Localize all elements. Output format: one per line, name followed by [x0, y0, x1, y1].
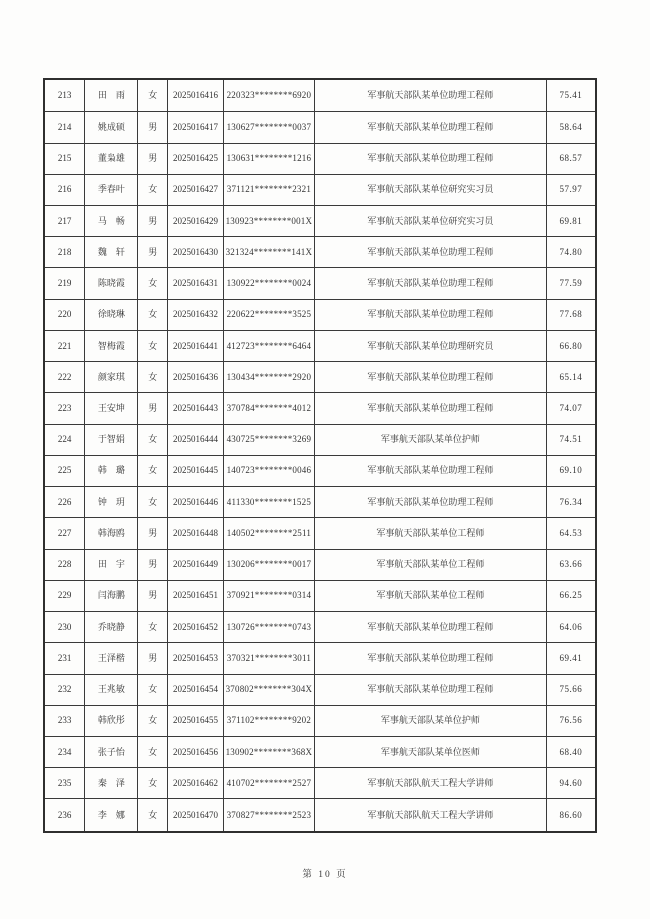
table-cell-position: 军事航天部队航天工程大学讲师 — [314, 799, 546, 832]
table-cell-name: 钟 玥 — [85, 487, 138, 518]
table-cell-registration_no: 2025016453 — [168, 643, 224, 674]
table-cell-seq: 216 — [44, 174, 85, 205]
table-cell-id_number: 130434********2920 — [223, 362, 314, 393]
table-cell-name: 陈晓霞 — [85, 268, 138, 299]
table-cell-position: 军事航天部队某单位助理工程师 — [314, 268, 546, 299]
table-cell-seq: 221 — [44, 330, 85, 361]
table-row — [44, 237, 596, 268]
table-cell-name: 颜家琪 — [85, 362, 138, 393]
table-cell-seq: 228 — [44, 549, 85, 580]
table-cell-position: 军事航天部队某单位助理工程师 — [314, 362, 546, 393]
table-cell-score: 77.68 — [546, 299, 596, 330]
table-cell-seq: 235 — [44, 768, 85, 799]
table-cell-id_number: 130631********1216 — [223, 143, 314, 174]
table-cell-registration_no: 2025016429 — [168, 206, 224, 237]
table-cell-seq: 234 — [44, 736, 85, 767]
table-cell-gender: 女 — [138, 79, 168, 112]
table-cell-score: 75.66 — [546, 674, 596, 705]
table-cell-position: 军事航天部队某单位研究实习员 — [314, 206, 546, 237]
table-cell-gender: 男 — [138, 549, 168, 580]
table-cell-gender: 女 — [138, 612, 168, 643]
table-cell-seq: 222 — [44, 362, 85, 393]
table-cell-score: 86.60 — [546, 799, 596, 832]
table-cell-id_number: 370321********3011 — [223, 643, 314, 674]
table-row — [44, 112, 596, 143]
table-cell-name: 田 雨 — [85, 79, 138, 112]
table-cell-registration_no: 2025016431 — [168, 268, 224, 299]
table-cell-name: 徐晓琳 — [85, 299, 138, 330]
table-cell-score: 74.51 — [546, 424, 596, 455]
table-cell-seq: 218 — [44, 237, 85, 268]
table-row — [44, 674, 596, 705]
table-cell-gender: 男 — [138, 112, 168, 143]
table-cell-gender: 男 — [138, 393, 168, 424]
table-cell-position: 军事航天部队某单位护师 — [314, 705, 546, 736]
table-cell-score: 57.97 — [546, 174, 596, 205]
table-row — [44, 705, 596, 736]
table-row — [44, 206, 596, 237]
table-cell-name: 于智娟 — [85, 424, 138, 455]
results-table-body — [44, 79, 596, 832]
table-cell-registration_no: 2025016436 — [168, 362, 224, 393]
table-cell-position: 军事航天部队某单位医师 — [314, 736, 546, 767]
table-cell-position: 军事航天部队某单位工程师 — [314, 549, 546, 580]
table-cell-position: 军事航天部队某单位研究实习员 — [314, 174, 546, 205]
table-cell-seq: 232 — [44, 674, 85, 705]
table-cell-id_number: 220622********3525 — [223, 299, 314, 330]
table-cell-id_number: 140723********0046 — [223, 455, 314, 486]
table-cell-gender: 男 — [138, 143, 168, 174]
table-row — [44, 268, 596, 299]
table-row — [44, 549, 596, 580]
table-cell-score: 66.25 — [546, 580, 596, 611]
table-cell-seq: 219 — [44, 268, 85, 299]
table-cell-gender: 女 — [138, 705, 168, 736]
table-row — [44, 174, 596, 205]
table-cell-score: 74.07 — [546, 393, 596, 424]
table-cell-id_number: 370827********2523 — [223, 799, 314, 832]
table-row — [44, 580, 596, 611]
table-cell-gender: 男 — [138, 237, 168, 268]
table-cell-name: 王泽楷 — [85, 643, 138, 674]
table-cell-score: 69.81 — [546, 206, 596, 237]
table-cell-gender: 女 — [138, 268, 168, 299]
page-number: 第 10 页 — [302, 870, 348, 880]
table-cell-id_number: 370802********304X — [223, 674, 314, 705]
table-cell-registration_no: 2025016441 — [168, 330, 224, 361]
table-cell-position: 军事航天部队某单位助理工程师 — [314, 112, 546, 143]
table-cell-gender: 女 — [138, 768, 168, 799]
table-cell-score: 64.06 — [546, 612, 596, 643]
table-cell-position: 军事航天部队某单位护师 — [314, 424, 546, 455]
table-cell-position: 军事航天部队某单位助理工程师 — [314, 393, 546, 424]
table-cell-seq: 215 — [44, 143, 85, 174]
table-cell-seq: 214 — [44, 112, 85, 143]
table-cell-gender: 男 — [138, 643, 168, 674]
table-cell-position: 军事航天部队某单位工程师 — [314, 580, 546, 611]
table-cell-id_number: 130902********368X — [223, 736, 314, 767]
table-cell-score: 94.60 — [546, 768, 596, 799]
table-cell-registration_no: 2025016454 — [168, 674, 224, 705]
table-cell-id_number: 130627********0037 — [223, 112, 314, 143]
table-cell-name: 姚成硕 — [85, 112, 138, 143]
table-cell-seq: 213 — [44, 79, 85, 112]
table-cell-position: 军事航天部队某单位助理工程师 — [314, 674, 546, 705]
table-cell-position: 军事航天部队某单位助理工程师 — [314, 612, 546, 643]
table-cell-seq: 224 — [44, 424, 85, 455]
table-cell-seq: 233 — [44, 705, 85, 736]
table-cell-seq: 223 — [44, 393, 85, 424]
table-cell-seq: 231 — [44, 643, 85, 674]
table-cell-gender: 女 — [138, 174, 168, 205]
table-cell-name: 王兆敏 — [85, 674, 138, 705]
table-cell-position: 军事航天部队某单位助理工程师 — [314, 299, 546, 330]
table-cell-seq: 217 — [44, 206, 85, 237]
table-cell-score: 58.64 — [546, 112, 596, 143]
table-cell-id_number: 130726********0743 — [223, 612, 314, 643]
table-cell-registration_no: 2025016462 — [168, 768, 224, 799]
table-cell-gender: 女 — [138, 674, 168, 705]
table-cell-name: 李 娜 — [85, 799, 138, 832]
table-cell-id_number: 410702********2527 — [223, 768, 314, 799]
table-cell-gender: 男 — [138, 518, 168, 549]
table-row — [44, 799, 596, 832]
table-cell-id_number: 321324********141X — [223, 237, 314, 268]
table-row — [44, 424, 596, 455]
table-cell-gender: 女 — [138, 455, 168, 486]
table-cell-id_number: 370921********0314 — [223, 580, 314, 611]
table-cell-name: 韩欣彤 — [85, 705, 138, 736]
table-cell-id_number: 412723********6464 — [223, 330, 314, 361]
table-row — [44, 393, 596, 424]
table-cell-id_number: 371121********2321 — [223, 174, 314, 205]
results-table — [43, 78, 597, 833]
table-cell-name: 乔晓静 — [85, 612, 138, 643]
table-cell-score: 69.10 — [546, 455, 596, 486]
table-cell-id_number: 411330********1525 — [223, 487, 314, 518]
table-row — [44, 736, 596, 767]
table-cell-score: 76.34 — [546, 487, 596, 518]
table-row — [44, 487, 596, 518]
table-cell-score: 66.80 — [546, 330, 596, 361]
table-cell-seq: 229 — [44, 580, 85, 611]
table-cell-id_number: 220323********6920 — [223, 79, 314, 112]
table-row — [44, 143, 596, 174]
table-cell-position: 军事航天部队某单位工程师 — [314, 518, 546, 549]
table-cell-gender: 女 — [138, 487, 168, 518]
table-cell-name: 王安坤 — [85, 393, 138, 424]
table-cell-score: 68.57 — [546, 143, 596, 174]
table-cell-registration_no: 2025016448 — [168, 518, 224, 549]
table-cell-id_number: 371102********9202 — [223, 705, 314, 736]
table-cell-registration_no: 2025016449 — [168, 549, 224, 580]
table-row — [44, 330, 596, 361]
table-row — [44, 362, 596, 393]
table-cell-position: 军事航天部队航天工程大学讲师 — [314, 768, 546, 799]
table-cell-position: 军事航天部队某单位助理工程师 — [314, 79, 546, 112]
table-cell-score: 75.41 — [546, 79, 596, 112]
table-cell-registration_no: 2025016444 — [168, 424, 224, 455]
table-cell-registration_no: 2025016432 — [168, 299, 224, 330]
table-row — [44, 455, 596, 486]
table-cell-registration_no: 2025016416 — [168, 79, 224, 112]
table-cell-name: 魏 轩 — [85, 237, 138, 268]
table-cell-name: 田 宇 — [85, 549, 138, 580]
table-cell-id_number: 140502********2511 — [223, 518, 314, 549]
table-cell-score: 77.59 — [546, 268, 596, 299]
table-cell-gender: 男 — [138, 206, 168, 237]
table-cell-score: 74.80 — [546, 237, 596, 268]
table-cell-gender: 女 — [138, 424, 168, 455]
table-cell-seq: 230 — [44, 612, 85, 643]
table-cell-position: 军事航天部队某单位助理工程师 — [314, 143, 546, 174]
table-cell-registration_no: 2025016446 — [168, 487, 224, 518]
table-cell-seq: 236 — [44, 799, 85, 832]
table-cell-position: 军事航天部队某单位助理工程师 — [314, 643, 546, 674]
table-cell-name: 董枭雄 — [85, 143, 138, 174]
table-cell-name: 马 畅 — [85, 206, 138, 237]
table-cell-registration_no: 2025016470 — [168, 799, 224, 832]
table-cell-score: 68.40 — [546, 736, 596, 767]
table-cell-name: 韩海鸥 — [85, 518, 138, 549]
table-cell-score: 69.41 — [546, 643, 596, 674]
table-cell-registration_no: 2025016417 — [168, 112, 224, 143]
table-cell-score: 63.66 — [546, 549, 596, 580]
table-cell-position: 军事航天部队某单位助理研究员 — [314, 330, 546, 361]
table-cell-name: 秦 泽 — [85, 768, 138, 799]
table-cell-registration_no: 2025016443 — [168, 393, 224, 424]
table-cell-score: 65.14 — [546, 362, 596, 393]
table-cell-gender: 女 — [138, 736, 168, 767]
table-cell-gender: 女 — [138, 799, 168, 832]
table-cell-name: 季春叶 — [85, 174, 138, 205]
table-cell-seq: 227 — [44, 518, 85, 549]
table-cell-seq: 226 — [44, 487, 85, 518]
table-row — [44, 768, 596, 799]
table-cell-registration_no: 2025016451 — [168, 580, 224, 611]
table-cell-name: 闫海鹏 — [85, 580, 138, 611]
table-cell-gender: 女 — [138, 362, 168, 393]
table-cell-registration_no: 2025016456 — [168, 736, 224, 767]
table-cell-name: 张子怡 — [85, 736, 138, 767]
table-row — [44, 79, 596, 112]
table-cell-gender: 女 — [138, 330, 168, 361]
table-row — [44, 643, 596, 674]
table-cell-name: 韩 璐 — [85, 455, 138, 486]
table-cell-registration_no: 2025016425 — [168, 143, 224, 174]
table-cell-position: 军事航天部队某单位助理工程师 — [314, 487, 546, 518]
table-row — [44, 518, 596, 549]
table-cell-seq: 225 — [44, 455, 85, 486]
table-cell-id_number: 130922********0024 — [223, 268, 314, 299]
table-cell-gender: 女 — [138, 299, 168, 330]
table-cell-gender: 男 — [138, 580, 168, 611]
table-row — [44, 612, 596, 643]
table-cell-registration_no: 2025016445 — [168, 455, 224, 486]
table-cell-registration_no: 2025016427 — [168, 174, 224, 205]
table-cell-name: 智梅霞 — [85, 330, 138, 361]
table-cell-id_number: 430725********3269 — [223, 424, 314, 455]
table-cell-position: 军事航天部队某单位助理工程师 — [314, 237, 546, 268]
table-cell-score: 64.53 — [546, 518, 596, 549]
table-cell-id_number: 130923********001X — [223, 206, 314, 237]
table-cell-registration_no: 2025016455 — [168, 705, 224, 736]
table-cell-position: 军事航天部队某单位助理工程师 — [314, 455, 546, 486]
table-cell-id_number: 370784********4012 — [223, 393, 314, 424]
table-cell-score: 76.56 — [546, 705, 596, 736]
table-row — [44, 299, 596, 330]
table-cell-registration_no: 2025016452 — [168, 612, 224, 643]
table-cell-registration_no: 2025016430 — [168, 237, 224, 268]
table-cell-seq: 220 — [44, 299, 85, 330]
table-cell-id_number: 130206********0017 — [223, 549, 314, 580]
